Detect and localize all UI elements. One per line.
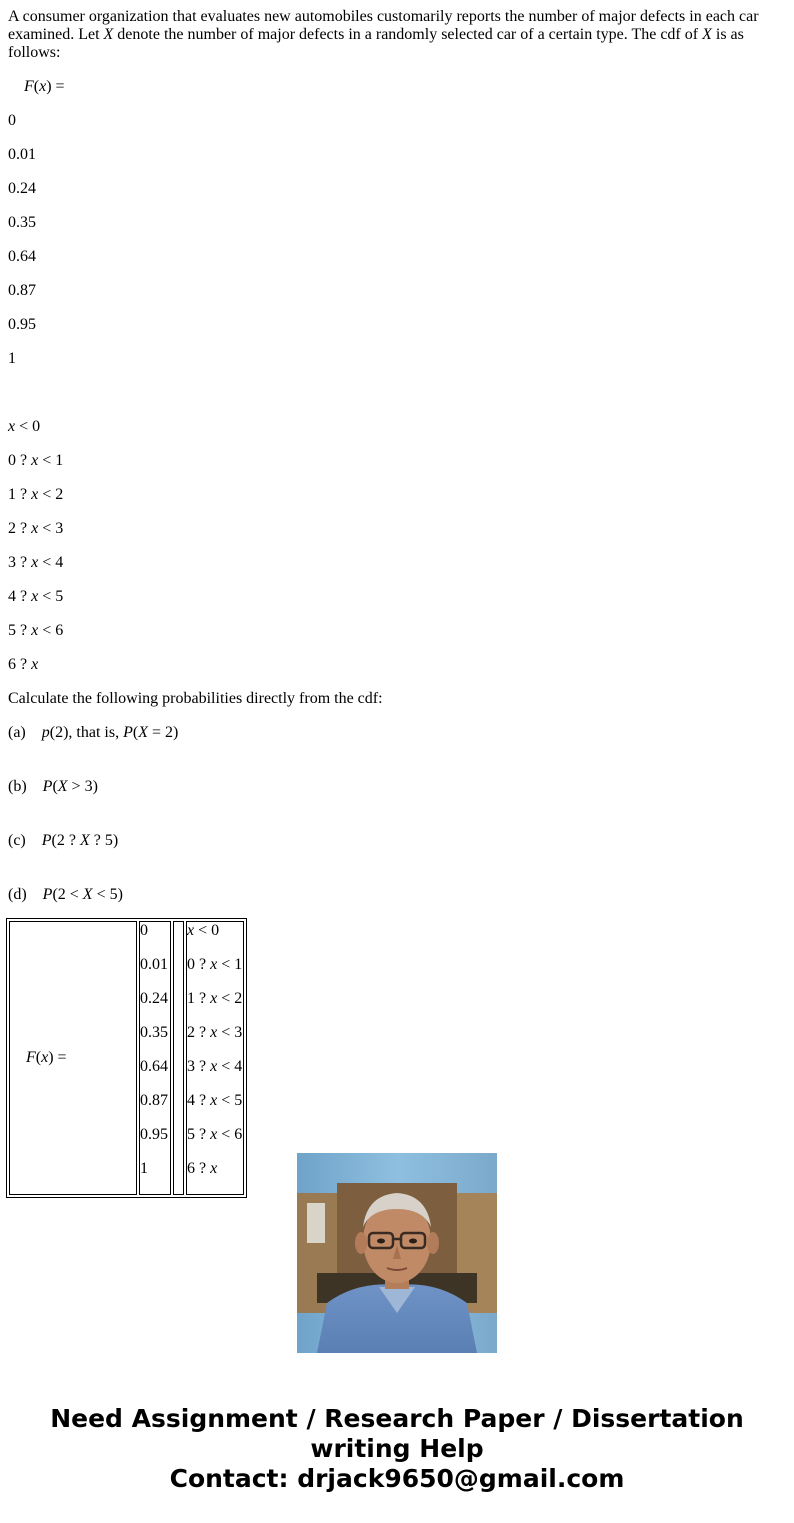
cdf-range: 0 ? x < 1 [8, 452, 64, 469]
problem-content [8, 8, 786, 903]
cdf-table-value: 0.35 [140, 1024, 168, 1041]
footer-line-1: Need Assignment / Research Paper / Dissertation [50, 1404, 744, 1433]
cdf-table-range: 2 ? x < 3 [187, 1024, 243, 1041]
cdf-table-fx-cell [9, 921, 137, 1195]
cdf-range: 6 ? x [8, 656, 39, 673]
instructor-portrait-icon [297, 1153, 497, 1353]
cdf-value: 0.24 [8, 180, 36, 197]
footer-line-2: writing Help [310, 1434, 484, 1463]
cdf-value: 0.35 [8, 214, 36, 231]
cdf-value: 0.95 [8, 316, 36, 333]
cdf-table-range: 1 ? x < 2 [187, 990, 243, 1007]
cdf-table-value: 0.95 [140, 1126, 168, 1143]
cdf-value: 1 [8, 350, 16, 367]
cdf-range: 5 ? x < 6 [8, 622, 64, 639]
cdf-table-value: 0.64 [140, 1058, 168, 1075]
cdf-table-value: 0.87 [140, 1092, 168, 1109]
footer-banner [0, 1404, 794, 1494]
cdf-table-clip [6, 918, 266, 1177]
part-c: (c) P(2 ? X ? 5) [8, 832, 119, 849]
cdf-table-value: 1 [140, 1160, 148, 1177]
cdf-range: 4 ? x < 5 [8, 588, 64, 605]
cdf-range: x < 0 [8, 418, 41, 435]
cdf-table-values-cell [139, 921, 171, 1195]
cdf-table-range: x < 0 [187, 922, 220, 939]
instruction-text: Calculate the following probabilities directly from the cdf: [8, 690, 383, 707]
cdf-table-range: 5 ? x < 6 [187, 1126, 243, 1143]
cdf-value: 0 [8, 112, 16, 129]
cdf-table-value: 0.24 [140, 990, 168, 1007]
cdf-table-range: 0 ? x < 1 [187, 956, 243, 973]
cdf-table-range: 4 ? x < 5 [187, 1092, 243, 1109]
footer-contact: Contact: drjack9650@gmail.com [169, 1464, 625, 1493]
part-b: (b) P(X > 3) [8, 778, 98, 795]
cdf-table-fx-label: F(x) = [26, 1049, 67, 1066]
cdf-table-ranges-cell [186, 921, 244, 1195]
instructor-avatar [297, 1153, 497, 1353]
cdf-value: 0.01 [8, 146, 36, 163]
cdf-range: 2 ? x < 3 [8, 520, 64, 537]
part-d: (d) P(2 < X < 5) [8, 886, 123, 903]
cdf-value: 0.64 [8, 248, 36, 265]
cdf-table-value: 0.01 [140, 956, 168, 973]
cdf-table-gap-cell [173, 921, 184, 1195]
cdf-table [6, 918, 247, 1198]
cdf-table-value: 0 [140, 922, 148, 939]
cdf-table-range: 6 ? x [187, 1160, 218, 1177]
cdf-range: 1 ? x < 2 [8, 486, 64, 503]
problem-intro: A consumer organization that evaluates new automobiles customarily reports the number of major defects in each car examined. Let X denote the number of major defects in a randomly selected car of a certain type. The cdf of X is as follows: [8, 8, 759, 61]
part-a: (a) p(2), that is, P(X = 2) [8, 724, 179, 741]
cdf-range: 3 ? x < 4 [8, 554, 64, 571]
fx-label: F(x) = [24, 78, 65, 95]
cdf-table-range: 3 ? x < 4 [187, 1058, 243, 1075]
cdf-value: 0.87 [8, 282, 36, 299]
